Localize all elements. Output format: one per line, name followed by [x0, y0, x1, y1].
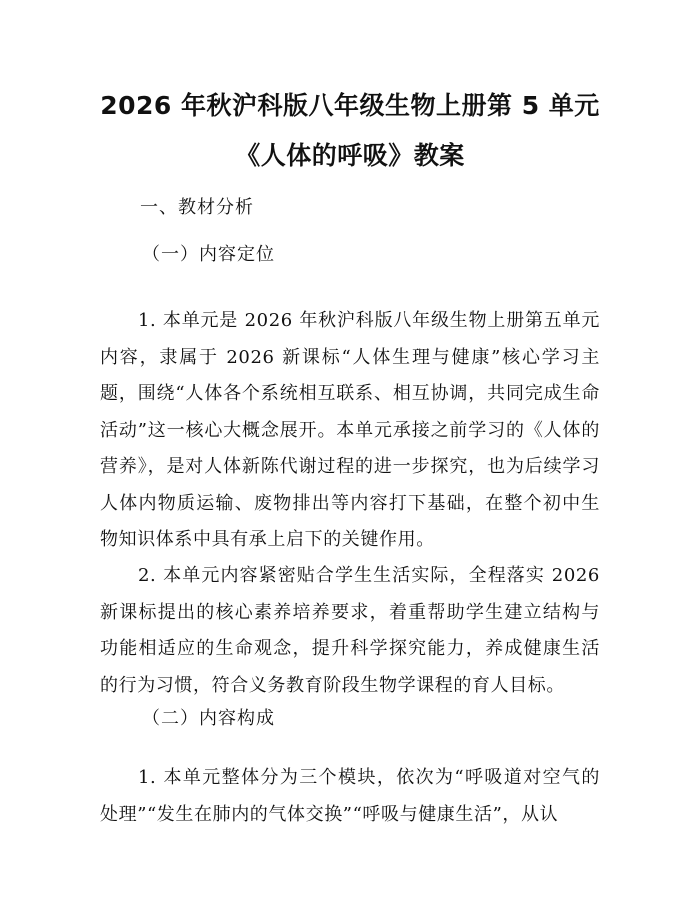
document-title-line-1: 2026 年秋沪科版八年级生物上册第 5 单元 — [100, 91, 600, 120]
subsection-heading-content-positioning: （一）内容定位 — [142, 244, 275, 265]
subsection-heading-content-structure: （二）内容构成 — [142, 708, 275, 729]
document-title-line-2: 《人体的呼吸》教案 — [235, 141, 465, 170]
section-heading-teaching-material-analysis: 一、教材分析 — [140, 197, 254, 218]
paragraph-content-positioning-1: 1. 本单元是 2026 年秋沪科版八年级生物上册第五单元内容，隶属于 2026 新课标“人体生理与健康”核心学习主题，围绕“人体各个系统相互联系、相互协调，共同完成生命活动”这一核心大概念展开。本单元承接之前学习的《人体的营养》，是对人体新陈代谢过程的进一步探究，也为后续学习人体内物质运输、废物排出等内容打下基础，在整个初中生物知识体系中具有承上启下的关键作用。 — [100, 310, 600, 550]
paragraph-content-structure-1: 1. 本单元整体分为三个模块，依次为“呼吸道对空气的处理”“发生在肺内的气体交换”“呼吸与健康生活”，从认 — [100, 767, 600, 825]
paragraph-content-positioning-2: 2. 本单元内容紧密贴合学生生活实际，全程落实 2026 新课标提出的核心素养培养要求，着重帮助学生建立结构与功能相适应的生命观念，提升科学探究能力，养成健康生活的行为习惯，符合义务教育阶段生物学课程的育人目标。 — [100, 565, 600, 696]
